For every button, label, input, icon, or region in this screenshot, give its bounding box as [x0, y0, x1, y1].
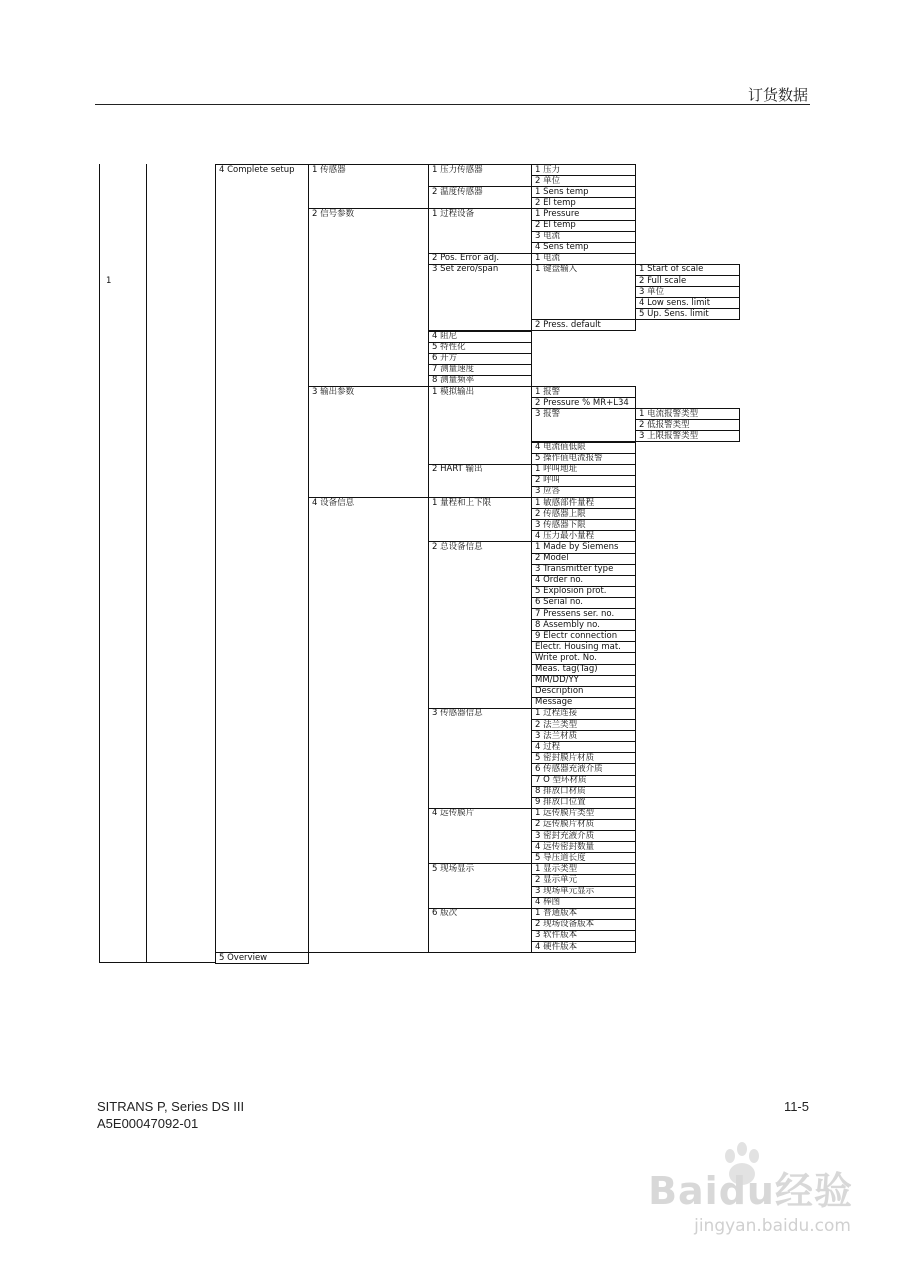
general-info-box: [428, 541, 532, 709]
sensor-temp-list-item: 1 Sens temp: [535, 186, 589, 197]
sensor-info-list-item: 4 过程: [535, 741, 561, 752]
complete-setup-item: 4 Complete setup: [219, 164, 295, 175]
watermark-logo-du: du: [718, 1169, 775, 1213]
general-list-item: 2 Model: [535, 553, 569, 563]
signal-process-list-item: 4 Sens temp: [535, 242, 589, 253]
device-info-item: 4 设备信息: [312, 497, 355, 508]
output-item: 3 输出参数: [312, 386, 355, 397]
general-list-item: 3 Transmitter type: [535, 564, 614, 575]
general-list-item: 5 Explosion prot.: [535, 586, 607, 597]
frame-inner-line: [146, 164, 147, 963]
general-list-item: 7 Pressens ser. no.: [535, 608, 615, 619]
display-list-item: 4 棒图: [535, 897, 561, 908]
press-default-item: 2 Press. default: [535, 319, 601, 330]
signal-process-list-item: 1 Pressure: [535, 208, 580, 219]
frame-bottom-line: [99, 962, 215, 963]
range-list-item: 4 压力最小量程: [535, 530, 595, 541]
version-list-item: 3 软件版本: [535, 930, 578, 941]
footer-doc-number: A5E00047092-01: [97, 1116, 199, 1131]
range-list-item: 2 传感器上限: [535, 508, 586, 519]
signal-box: [308, 208, 429, 387]
alarm-sub-list-item: 3 上限报警类型: [639, 430, 699, 441]
range-list-item: 3 传感器下限: [535, 519, 586, 530]
general-list-item: Message: [535, 697, 573, 708]
alarm-sub-list-item: 2 低报警类型: [639, 419, 690, 430]
general-list-item: 9 Electr connection: [535, 630, 618, 641]
remote-list-item: 4 远传密封数量: [535, 841, 595, 852]
version-list-item: 2 现场设备版本: [535, 919, 595, 930]
range-limits-item: 1 量程和上下限: [432, 497, 492, 508]
watermark-logo-latin: Bai: [648, 1169, 719, 1213]
sensor-pressure-item: 1 压力传感器: [432, 164, 483, 175]
general-list-item: 1 Made by Siemens: [535, 541, 619, 552]
remote-list-item: 3 密封充液介质: [535, 830, 595, 841]
analog-more-list-item: 4 电流值低限: [535, 442, 586, 452]
watermark-logo-chinese: 经验: [774, 1169, 853, 1213]
general-list-item: Write prot. No.: [535, 652, 597, 663]
sensor-info-list-item: 2 法兰类型: [535, 719, 578, 730]
general-list-item: 4 Order no.: [535, 575, 584, 586]
complete-setup-box: [215, 164, 309, 953]
alarm-sub-list-item: 1 电流报警类型: [639, 408, 699, 419]
general-info-item: 2 总设备信息: [432, 541, 483, 552]
watermark-url: jingyan.baidu.com: [694, 1216, 851, 1236]
keypad-list-item: 4 Low sens. limit: [639, 297, 711, 308]
remote-seal-item: 4 远传膜片: [432, 808, 475, 819]
sensor-info-list-item: 7 O 型环材质: [535, 775, 587, 785]
analog-alarm-item: 1 报警: [535, 386, 561, 397]
range-list-item: 1 敏感部件量程: [535, 497, 595, 508]
keypad-list-item: 1 Start of scale: [639, 264, 704, 275]
pos-error-list-item: 1 电流: [535, 253, 561, 264]
remote-list-item: 1 远传膜片类型: [535, 808, 595, 819]
analog-output-box: [428, 386, 532, 465]
analog-more-list-item: 5 操作值电流报警: [535, 453, 603, 464]
analog-output-item: 1 模拟输出: [432, 386, 475, 397]
hart-list-item: 2 呼叫: [535, 475, 561, 486]
hart-list-item: 1 呼叫地址: [535, 464, 578, 475]
keypad-list-item: 3 单位: [639, 286, 665, 297]
output-box: [308, 386, 429, 498]
sensor-info-list-item: 3 法兰材质: [535, 730, 578, 741]
hart-output-item: 2 HART 输出: [432, 464, 483, 475]
hart-list-item: 3 应答: [535, 486, 561, 497]
general-list-item: 8 Assembly no.: [535, 619, 600, 630]
general-list-item: Electr. Housing mat.: [535, 641, 621, 652]
sensor-temp-list-item: 2 El temp: [535, 197, 576, 208]
local-display-item: 5 现场显示: [432, 863, 475, 874]
sensor-pressure-list-item: 1 压力: [535, 164, 561, 175]
signal-process-list-item: 2 El temp: [535, 220, 576, 230]
general-list-item: 6 Serial no.: [535, 597, 584, 608]
version-list-item: 1 普通版本: [535, 908, 578, 919]
pos-error-item: 2 Pos. Error adj.: [432, 253, 500, 264]
analog-alarm3-item: 3 报警: [535, 408, 561, 419]
display-list-item: 1 显示类型: [535, 863, 578, 874]
display-list-item: 3 现场单元显示: [535, 886, 595, 896]
signal-more-list-item: 6 开方: [432, 353, 458, 364]
sensor-info-list-item: 8 排放口材质: [535, 786, 586, 797]
version-list-item: 4 硬件版本: [535, 941, 578, 952]
general-list-item: Description: [535, 686, 584, 697]
signal-more-list-item: 8 测量频率: [432, 375, 475, 386]
overview-item: 5 Overview: [219, 952, 268, 963]
device-info-box: [308, 497, 429, 953]
signal-process-item: 1 过程设备: [432, 208, 475, 219]
root-label: 1: [106, 275, 112, 286]
analog-pressure-item: 2 Pressure % MR+L34: [535, 397, 629, 408]
frame-left-line: [99, 164, 100, 963]
signal-item: 2 信号参数: [312, 208, 355, 219]
footer-page-number: 11-5: [783, 1099, 809, 1114]
general-list-item: Meas. tag(Tag): [535, 664, 598, 674]
sensor-pressure-list-item: 2 单位: [535, 175, 561, 186]
version-item: 6 版次: [432, 908, 458, 919]
signal-more-list-item: 5 特性化: [432, 342, 466, 353]
sensor-info-item: 3 传感器信息: [432, 708, 483, 719]
sensor-info-list-item: 5 密封膜片材质: [535, 752, 595, 763]
remote-list-item: 5 导压道长度: [535, 852, 586, 863]
sensor-info-list-item: 6 传感器充液介质: [535, 763, 603, 774]
remote-list-item: 2 远传膜片材质: [535, 819, 595, 830]
general-list-item: MM/DD/YY: [535, 675, 579, 686]
sensor-info-list-item: 9 排放口位置: [535, 797, 586, 808]
set-zero-item: 3 Set zero/span: [432, 264, 499, 275]
watermark-logo: [648, 1160, 853, 1215]
signal-more-list-item: 7 测量速度: [432, 364, 475, 375]
sensor-item: 1 传感器: [312, 164, 346, 175]
sensor-info-list-item: 1 过程连接: [535, 708, 578, 719]
sensor-temp-item: 2 温度传感器: [432, 186, 483, 197]
signal-more-list-item: 4 阻尼: [432, 331, 458, 341]
display-list-item: 2 显示单元: [535, 874, 578, 885]
keypad-list-item: 2 Full scale: [639, 275, 687, 286]
footer-product: SITRANS P, Series DS III: [97, 1099, 245, 1114]
keypad-list-item: 5 Up. Sens. limit: [639, 308, 709, 319]
sensor-info-box: [428, 708, 532, 809]
keypad-input-item: 1 键盘输入: [535, 264, 578, 275]
page-header: 订货数据: [747, 86, 808, 104]
signal-process-list-item: 3 电流: [535, 231, 561, 242]
